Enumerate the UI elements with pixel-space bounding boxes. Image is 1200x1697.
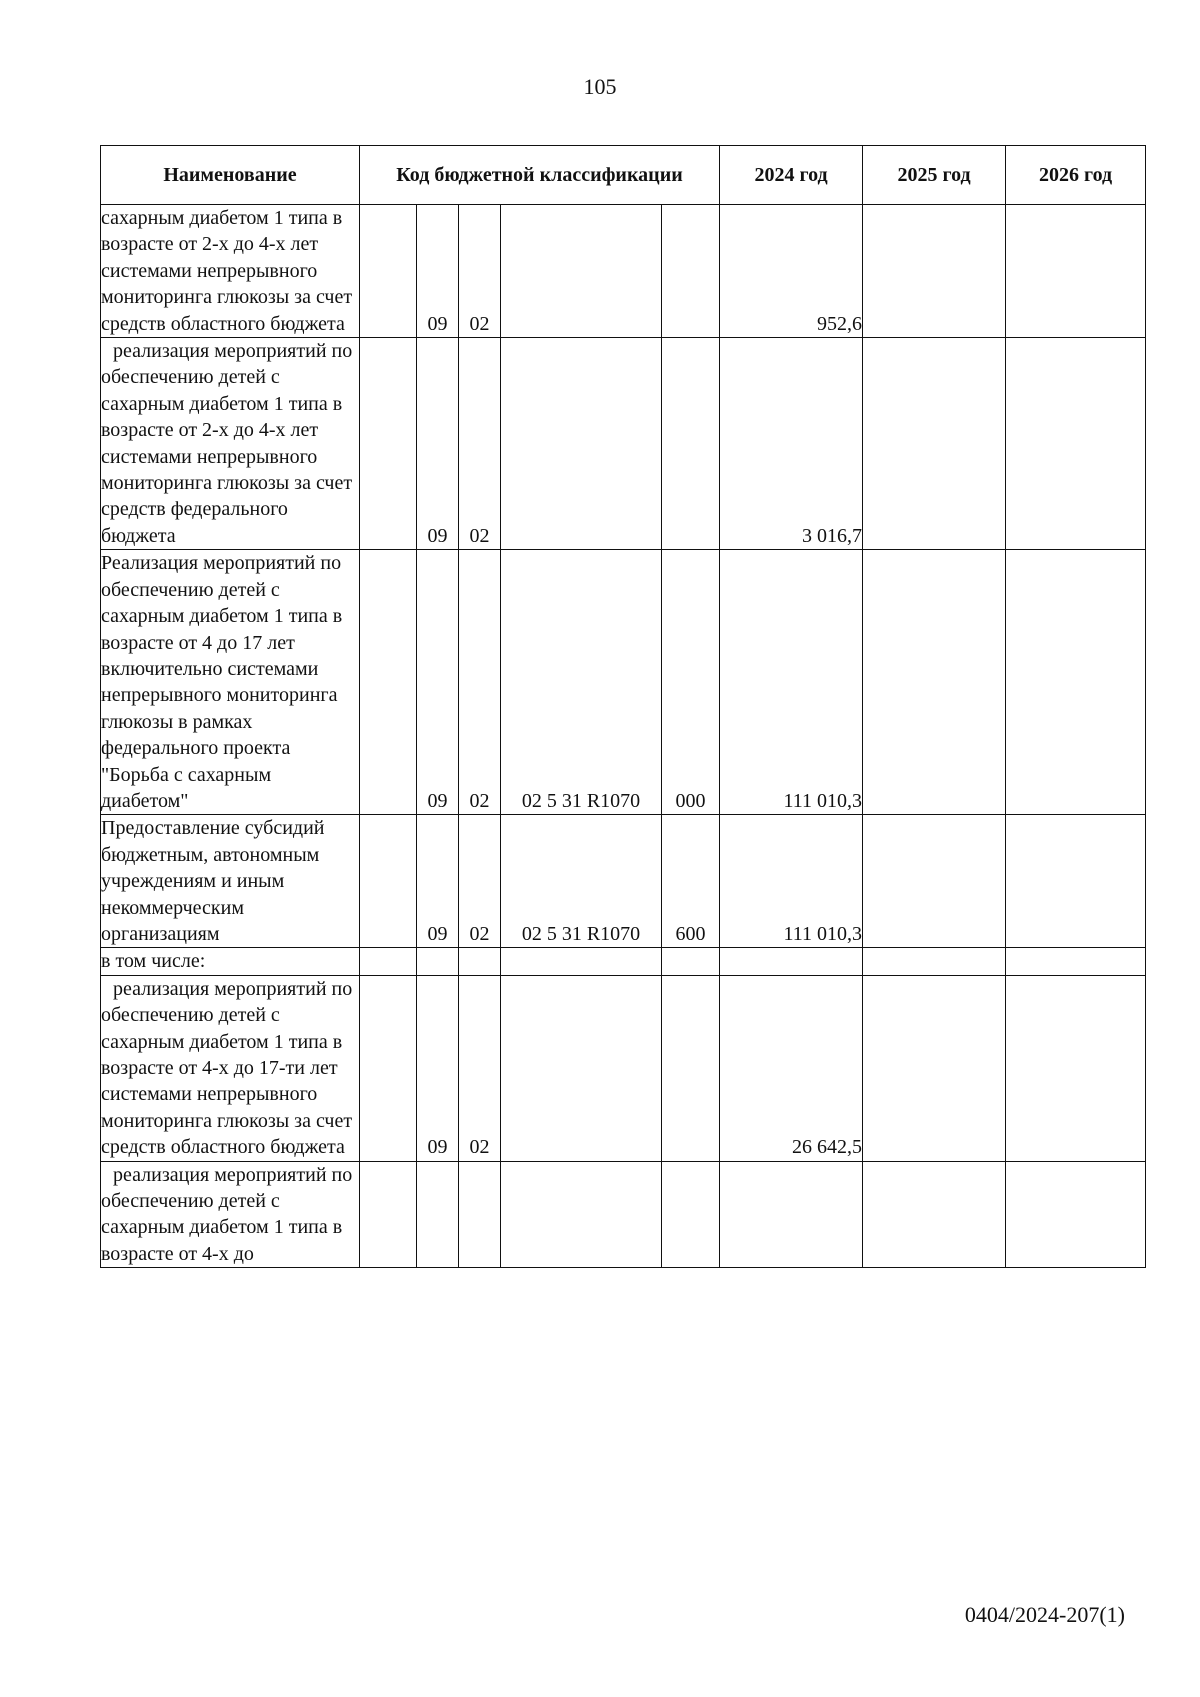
row-2025 bbox=[863, 975, 1006, 1161]
header-2026: 2026 год bbox=[1006, 146, 1146, 205]
row-name: Реализация мероприятий по обеспечению детей с сахарным диабетом 1 типа в возрасте от 4 до 17 лет включительно системами непрерывного мониторинга глюкозы в рамках федерального проекта "Борьба с сахарным диабетом" bbox=[101, 550, 360, 815]
header-code: Код бюджетной классификации bbox=[360, 146, 720, 205]
row-2025 bbox=[863, 338, 1006, 550]
row-name: в том числе: bbox=[101, 948, 360, 975]
header-row bbox=[101, 146, 1146, 205]
row-pr: 02 bbox=[459, 975, 501, 1161]
row-csr: 02 5 31 R1070 bbox=[501, 550, 662, 815]
row-2025 bbox=[863, 1161, 1006, 1268]
row-vr bbox=[662, 205, 720, 338]
row-grbs bbox=[360, 975, 417, 1161]
row-name: реализация мероприятий по обеспечению детей с сахарным диабетом 1 типа в возрасте от 4-х до 17-ти лет системами непрерывного мониторинга глюкозы за счет средств областного бюджета bbox=[101, 975, 360, 1161]
row-csr bbox=[501, 975, 662, 1161]
table-row bbox=[101, 205, 1146, 338]
row-2026 bbox=[1006, 205, 1146, 338]
row-rz: 09 bbox=[417, 815, 459, 948]
row-2026 bbox=[1006, 1161, 1146, 1268]
header-name: Наименование bbox=[101, 146, 360, 205]
row-2026 bbox=[1006, 338, 1146, 550]
row-csr bbox=[501, 1161, 662, 1268]
row-vr bbox=[662, 975, 720, 1161]
row-grbs bbox=[360, 338, 417, 550]
row-grbs bbox=[360, 205, 417, 338]
row-grbs bbox=[360, 550, 417, 815]
table-row bbox=[101, 550, 1146, 815]
row-name: реализация мероприятий по обеспечению детей с сахарным диабетом 1 типа в возрасте от 2-х до 4-х лет системами непрерывного мониторинга глюкозы за счет средств федерального бюджета bbox=[101, 338, 360, 550]
row-pr: 02 bbox=[459, 550, 501, 815]
page-number: 105 bbox=[583, 74, 617, 99]
table-row bbox=[101, 1161, 1146, 1268]
header-2025: 2025 год bbox=[863, 146, 1006, 205]
row-pr: 02 bbox=[459, 338, 501, 550]
row-grbs bbox=[360, 948, 417, 975]
row-name: Предоставление субсидий бюджетным, автономным учреждениям и иным некоммерческим организациям bbox=[101, 815, 360, 948]
row-2024 bbox=[720, 1161, 863, 1268]
row-2025 bbox=[863, 815, 1006, 948]
row-csr bbox=[501, 338, 662, 550]
row-pr: 02 bbox=[459, 205, 501, 338]
row-2025 bbox=[863, 948, 1006, 975]
row-2024 bbox=[720, 948, 863, 975]
row-2025 bbox=[863, 550, 1006, 815]
row-vr bbox=[662, 338, 720, 550]
row-vr bbox=[662, 1161, 720, 1268]
row-rz: 09 bbox=[417, 975, 459, 1161]
row-2024: 26 642,5 bbox=[720, 975, 863, 1161]
row-2024: 111 010,3 bbox=[720, 815, 863, 948]
row-vr bbox=[662, 948, 720, 975]
row-name: реализация мероприятий по обеспечению детей с сахарным диабетом 1 типа в возрасте от 4-х до bbox=[101, 1161, 360, 1268]
row-vr: 600 bbox=[662, 815, 720, 948]
budget-table bbox=[100, 145, 1146, 1268]
row-2024: 952,6 bbox=[720, 205, 863, 338]
row-vr: 000 bbox=[662, 550, 720, 815]
table-row bbox=[101, 815, 1146, 948]
table-row bbox=[101, 975, 1146, 1161]
row-rz bbox=[417, 948, 459, 975]
row-csr bbox=[501, 205, 662, 338]
row-pr bbox=[459, 948, 501, 975]
row-pr bbox=[459, 1161, 501, 1268]
row-2026 bbox=[1006, 948, 1146, 975]
row-grbs bbox=[360, 815, 417, 948]
row-2026 bbox=[1006, 815, 1146, 948]
row-rz: 09 bbox=[417, 338, 459, 550]
row-rz: 09 bbox=[417, 205, 459, 338]
header-2024: 2024 год bbox=[720, 146, 863, 205]
row-name: сахарным диабетом 1 типа в возрасте от 2-х до 4-х лет системами непрерывного мониторинга глюкозы за счет средств областного бюджета bbox=[101, 205, 360, 338]
document-id: 0404/2024-207(1) bbox=[964, 1602, 1125, 1627]
row-pr: 02 bbox=[459, 815, 501, 948]
row-csr bbox=[501, 948, 662, 975]
row-2026 bbox=[1006, 550, 1146, 815]
table-row bbox=[101, 338, 1146, 550]
table-row bbox=[101, 948, 1146, 975]
row-2026 bbox=[1006, 975, 1146, 1161]
row-2024: 111 010,3 bbox=[720, 550, 863, 815]
row-csr: 02 5 31 R1070 bbox=[501, 815, 662, 948]
row-rz: 09 bbox=[417, 550, 459, 815]
row-2024: 3 016,7 bbox=[720, 338, 863, 550]
row-2025 bbox=[863, 205, 1006, 338]
row-rz bbox=[417, 1161, 459, 1268]
row-grbs bbox=[360, 1161, 417, 1268]
